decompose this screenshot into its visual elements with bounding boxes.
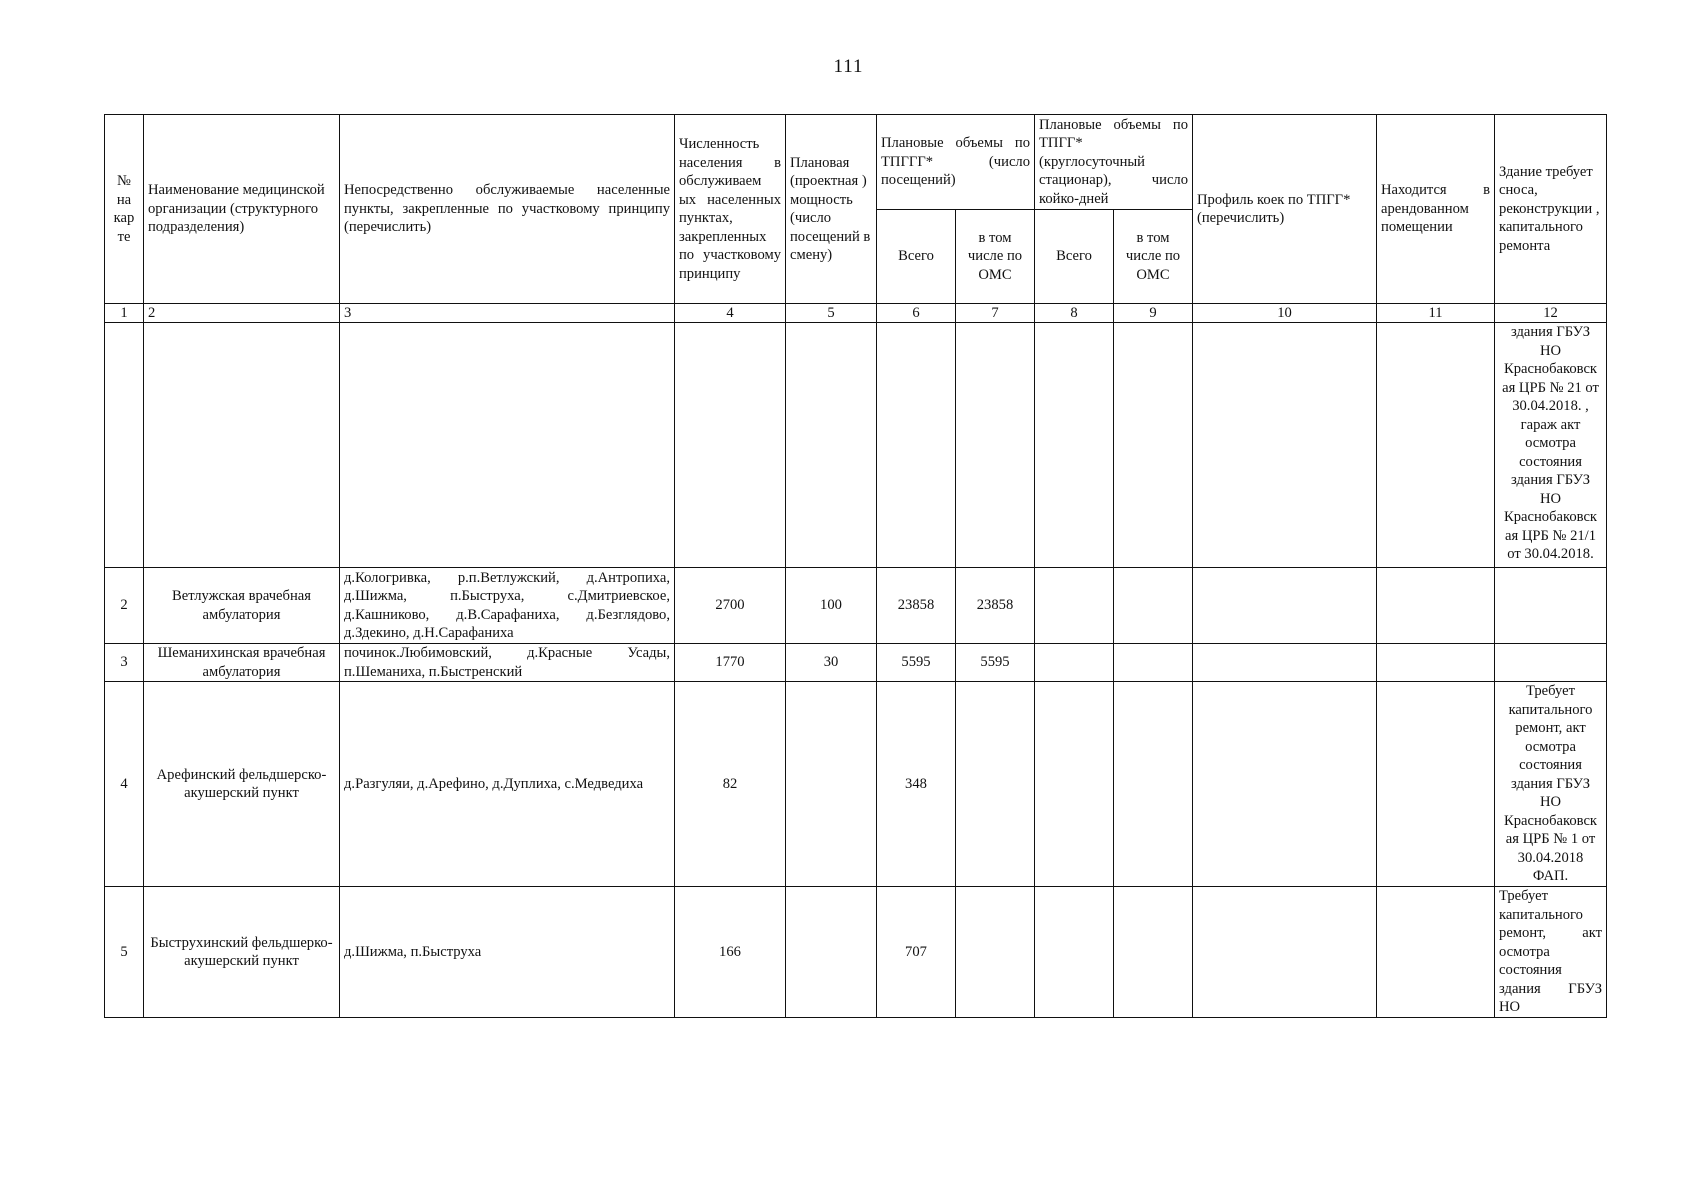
col-number-7: 7 — [956, 304, 1035, 323]
row-building-state: Требует капитального ремонт, акт осмотра состояния здания ГБУЗ НО Краснобаковск ая ЦРБ № 1 от 30.04.2018 ФАП. — [1495, 682, 1607, 887]
col-number-4: 4 — [675, 304, 786, 323]
col-number-11: 11 — [1377, 304, 1495, 323]
row-capacity: 100 — [786, 568, 877, 644]
row-population: 82 — [675, 682, 786, 887]
row-population: 2700 — [675, 568, 786, 644]
row-number: 3 — [105, 644, 144, 682]
row-visits-total: 5595 — [877, 644, 956, 682]
row-bed-profile — [1193, 887, 1377, 1018]
row-capacity — [786, 323, 877, 568]
table-row — [105, 682, 1607, 887]
header-col-bed-profile: Профиль коек по ТПГГ* (перечислить) — [1193, 115, 1377, 304]
header-col-capacity: Плановая (проектная ) мощность (число посещений в смену) — [786, 115, 877, 304]
row-beddays-oms — [1114, 887, 1193, 1018]
row-population: 166 — [675, 887, 786, 1018]
table-row — [105, 644, 1607, 682]
row-building-state: здания ГБУЗ НО Краснобаковск ая ЦРБ № 21 от 30.04.2018. , гараж акт осмотра состояния здания ГБУЗ НО Краснобаковск ая ЦРБ № 21/1 от 30.04.2018. — [1495, 323, 1607, 568]
row-bed-profile — [1193, 323, 1377, 568]
row-visits-total: 348 — [877, 682, 956, 887]
table-row — [105, 568, 1607, 644]
row-building-state — [1495, 568, 1607, 644]
row-visits-oms: 23858 — [956, 568, 1035, 644]
row-organization: Быструхинский фельдшерко-акушерский пункт — [144, 887, 340, 1018]
row-visits-total — [877, 323, 956, 568]
row-beddays-oms — [1114, 568, 1193, 644]
page-number: 111 — [833, 56, 864, 77]
row-rented — [1377, 682, 1495, 887]
row-capacity: 30 — [786, 644, 877, 682]
header-col-population: Численность населения в обслуживаем ых населенных пунктах, закрепленных по участковому принципу — [675, 115, 786, 304]
table-row — [105, 887, 1607, 1018]
header-col-organization: Наименование медицинской организации (структурного подразделения) — [144, 115, 340, 304]
col-number-3: 3 — [340, 304, 675, 323]
col-number-8: 8 — [1035, 304, 1114, 323]
column-numbers-row — [105, 304, 1607, 323]
row-population — [675, 323, 786, 568]
col-number-12: 12 — [1495, 304, 1607, 323]
row-visits-total: 23858 — [877, 568, 956, 644]
row-settlements — [340, 323, 675, 568]
col-number-1: 1 — [105, 304, 144, 323]
row-beddays-oms — [1114, 323, 1193, 568]
row-number: 4 — [105, 682, 144, 887]
table-row — [105, 323, 1607, 568]
row-bed-profile — [1193, 568, 1377, 644]
row-number: 5 — [105, 887, 144, 1018]
col-number-10: 10 — [1193, 304, 1377, 323]
row-visits-oms: 5595 — [956, 644, 1035, 682]
header-col-settlements: Непосредственно обслуживаемые населенные пункты, закрепленные по участковому принципу (перечислить) — [340, 115, 675, 304]
row-rented — [1377, 644, 1495, 682]
row-number — [105, 323, 144, 568]
row-visits-total: 707 — [877, 887, 956, 1018]
row-organization: Арефинский фельдшерско-акушерский пункт — [144, 682, 340, 887]
header-col-number: № на кар те — [105, 115, 144, 304]
row-capacity — [786, 682, 877, 887]
row-rented — [1377, 323, 1495, 568]
row-building-state — [1495, 644, 1607, 682]
row-settlements: починок.Любимовский, д.Красные Усады, п.Шеманиха, п.Быстренский — [340, 644, 675, 682]
row-beddays-total — [1035, 568, 1114, 644]
row-rented — [1377, 887, 1495, 1018]
row-number: 2 — [105, 568, 144, 644]
header-col-building-state: Здание требует сноса, реконструкции , капитального ремонта — [1495, 115, 1607, 304]
row-bed-profile — [1193, 644, 1377, 682]
col-number-6: 6 — [877, 304, 956, 323]
row-settlements: д.Шижма, п.Быструха — [340, 887, 675, 1018]
row-organization: Шеманихинская врачебная амбулатория — [144, 644, 340, 682]
row-beddays-oms — [1114, 682, 1193, 887]
header-row-1 — [105, 115, 1607, 210]
row-rented — [1377, 568, 1495, 644]
row-capacity — [786, 887, 877, 1018]
header-col-visits-oms: в том числе по ОМС — [956, 210, 1035, 304]
row-beddays-total — [1035, 682, 1114, 887]
facilities-table — [104, 114, 1607, 1018]
row-settlements: д.Кологривка, р.п.Ветлужский, д.Антропиха, д.Шижма, п.Быструха, с.Дмитриевское, д.Кашниково, д.В.Сарафаниха, д.Безглядово, д.Здекино, д.Н.Сарафаниха — [340, 568, 675, 644]
row-visits-oms — [956, 682, 1035, 887]
row-bed-profile — [1193, 682, 1377, 887]
header-col-beddays-total: Всего — [1035, 210, 1114, 304]
row-settlements: д.Разгуляи, д.Арефино, д.Дуплиха, с.Медведиха — [340, 682, 675, 887]
header-group-beddays: Плановые объемы по ТПГГ* (круглосуточный стационар), число койко-дней — [1035, 115, 1193, 210]
col-number-2: 2 — [144, 304, 340, 323]
row-beddays-total — [1035, 887, 1114, 1018]
row-building-state: Требует капитального ремонт, акт осмотра состояния здания ГБУЗ НО — [1495, 887, 1607, 1018]
col-number-5: 5 — [786, 304, 877, 323]
header-group-visits: Плановые объемы по ТПГГГ* (число посещений) — [877, 115, 1035, 210]
row-visits-oms — [956, 887, 1035, 1018]
row-visits-oms — [956, 323, 1035, 568]
header-col-beddays-oms: в том числе по ОМС — [1114, 210, 1193, 304]
header-col-visits-total: Всего — [877, 210, 956, 304]
row-beddays-total — [1035, 644, 1114, 682]
row-organization: Ветлужская врачебная амбулатория — [144, 568, 340, 644]
header-col-rented: Находится в арендованном помещении — [1377, 115, 1495, 304]
col-number-9: 9 — [1114, 304, 1193, 323]
row-population: 1770 — [675, 644, 786, 682]
row-beddays-total — [1035, 323, 1114, 568]
row-beddays-oms — [1114, 644, 1193, 682]
row-organization — [144, 323, 340, 568]
